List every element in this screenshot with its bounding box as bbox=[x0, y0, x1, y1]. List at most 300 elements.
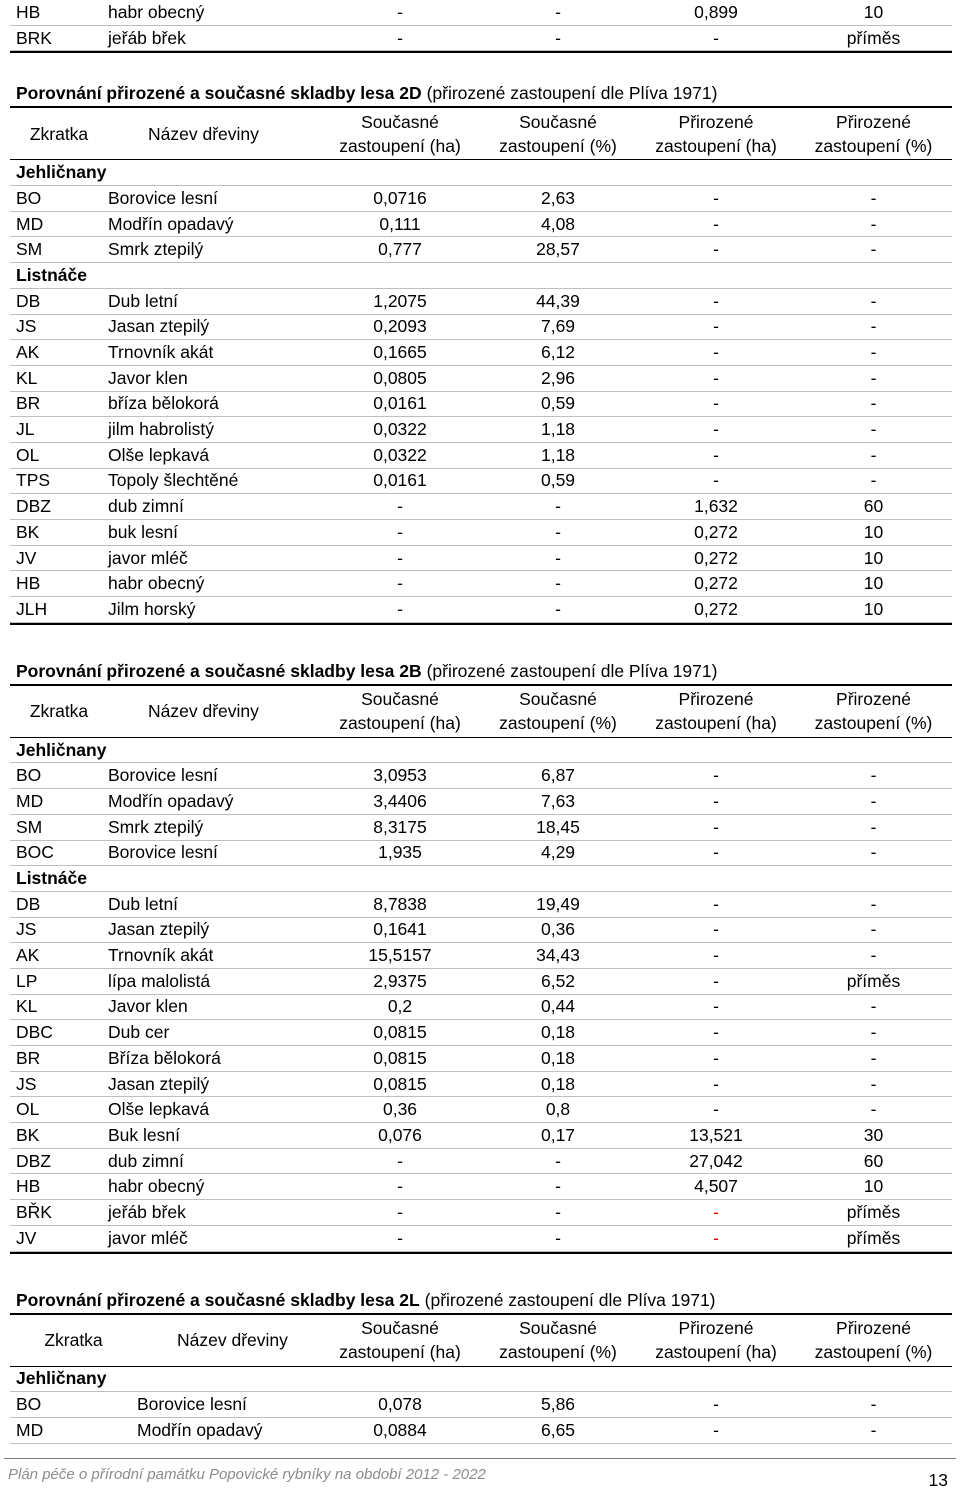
cell-prirozene-pct: příměs bbox=[846, 970, 901, 991]
cell-zkratka: BR bbox=[16, 1047, 41, 1068]
caption-bold: Porovnání přirozené a současné skladby lesa 2B bbox=[16, 660, 422, 681]
cell-nazev: jilm habrolistý bbox=[108, 419, 214, 440]
cell-zkratka: DB bbox=[16, 290, 41, 311]
cell-prirozene-ha: - bbox=[713, 342, 719, 363]
cell-soucasne-pct: 19,49 bbox=[536, 893, 580, 914]
cell-nazev: Dub letní bbox=[108, 893, 179, 914]
table-row bbox=[10, 969, 952, 995]
cell-prirozene-pct: - bbox=[870, 470, 877, 491]
cell-prirozene-pct: - bbox=[870, 342, 877, 363]
cell-nazev: Jasan ztepilý bbox=[108, 919, 210, 940]
cell-nazev: Olše lepkavá bbox=[108, 1099, 210, 1120]
table-2d-broadleaf-rows bbox=[10, 289, 952, 623]
cell-nazev: Javor klen bbox=[108, 367, 188, 388]
table-row bbox=[10, 366, 952, 392]
cell-soucasne-ha: 0,0815 bbox=[373, 1073, 427, 1094]
header-soucasne-pct: Současné zastoupení (%) bbox=[499, 1318, 617, 1362]
cell-zkratka: JL bbox=[16, 419, 35, 440]
cell-prirozene-pct: - bbox=[870, 213, 877, 234]
cell-prirozene-pct: - bbox=[870, 367, 877, 388]
cell-nazev: Jilm horský bbox=[108, 598, 196, 619]
cell-soucasne-ha: 8,3175 bbox=[373, 816, 427, 837]
table-row bbox=[10, 443, 952, 469]
cell-soucasne-ha: - bbox=[397, 1176, 403, 1197]
cell-soucasne-ha: - bbox=[397, 598, 403, 619]
table-row bbox=[10, 943, 952, 969]
footer-text: Plán péče o přírodní památku Popovické rybníky na období 2012 - 2022 bbox=[8, 1466, 486, 1483]
cell-zkratka: HB bbox=[16, 1, 41, 22]
cell-nazev: dub zimní bbox=[108, 1150, 184, 1171]
cell-soucasne-pct: 5,86 bbox=[540, 1394, 576, 1415]
cell-soucasne-ha: 0,0322 bbox=[373, 419, 427, 440]
cell-prirozene-pct: - bbox=[870, 419, 877, 440]
cell-zkratka: BR bbox=[16, 393, 41, 414]
cell-prirozene-pct: - bbox=[870, 893, 877, 914]
cell-nazev: Olše lepkavá bbox=[108, 444, 210, 465]
cell-soucasne-ha: 0,0805 bbox=[373, 367, 427, 388]
table-row bbox=[10, 1392, 952, 1418]
cell-nazev: dub zimní bbox=[108, 496, 184, 517]
cell-nazev: Dub letní bbox=[108, 290, 179, 311]
cell-soucasne-pct: 18,45 bbox=[536, 816, 580, 837]
cell-prirozene-ha: - bbox=[713, 316, 719, 337]
cell-prirozene-pct: příměs bbox=[846, 1227, 901, 1248]
cell-nazev: Modřín opadavý bbox=[108, 213, 234, 234]
group-row-conifer: Jehličnany bbox=[10, 738, 952, 764]
cell-prirozene-ha: - bbox=[713, 1047, 719, 1068]
cell-prirozene-pct: 30 bbox=[863, 1124, 884, 1145]
cell-nazev: Modřín opadavý bbox=[108, 790, 234, 811]
table-row bbox=[10, 815, 952, 841]
cell-prirozene-ha: - bbox=[713, 1099, 719, 1120]
cell-zkratka: SM bbox=[16, 239, 43, 260]
cell-nazev: Smrk ztepilý bbox=[108, 239, 204, 260]
cell-zkratka: DBC bbox=[16, 1022, 53, 1043]
cell-prirozene-pct: - bbox=[870, 1394, 877, 1415]
table-row bbox=[10, 1072, 952, 1098]
cell-nazev: bříza bělokorá bbox=[108, 393, 219, 414]
caption-bold: Porovnání přirozené a současné skladby lesa 2D bbox=[16, 83, 422, 104]
cell-prirozene-ha: - bbox=[713, 996, 719, 1017]
cell-soucasne-ha: 0,2093 bbox=[373, 316, 427, 337]
table-2b-conifer-rows bbox=[10, 763, 952, 866]
footer-divider bbox=[4, 1458, 956, 1459]
table-row bbox=[10, 392, 952, 418]
header-zkratka: Zkratka bbox=[29, 123, 89, 144]
cell-prirozene-ha: 0,272 bbox=[694, 598, 738, 619]
cell-prirozene-ha: 0,899 bbox=[694, 1, 738, 22]
cell-prirozene-pct: - bbox=[870, 187, 877, 208]
header-prirozene-ha: Přirozené zastoupení (ha) bbox=[655, 1318, 777, 1362]
table-row bbox=[10, 1226, 952, 1252]
document-page bbox=[10, 0, 952, 1444]
cell-soucasne-pct: - bbox=[555, 521, 561, 542]
table-row bbox=[10, 892, 952, 918]
group-row-broadleaf: Listnáče bbox=[10, 866, 952, 892]
cell-prirozene-pct: - bbox=[870, 316, 877, 337]
cell-prirozene-ha: - bbox=[713, 419, 719, 440]
cell-soucasne-pct: 28,57 bbox=[536, 239, 580, 260]
cell-zkratka: BRK bbox=[16, 27, 52, 48]
table-caption-2l bbox=[10, 1288, 952, 1315]
cell-prirozene-ha: - bbox=[713, 239, 719, 260]
cell-soucasne-pct: - bbox=[555, 573, 561, 594]
cell-soucasne-pct: 0,59 bbox=[540, 470, 576, 491]
cell-soucasne-pct: 0,18 bbox=[540, 1073, 576, 1094]
cell-nazev: habr obecný bbox=[108, 1, 205, 22]
cell-soucasne-ha: 0,0161 bbox=[373, 470, 427, 491]
header-prirozene-pct: Přirozené zastoupení (%) bbox=[814, 689, 933, 734]
table-row bbox=[10, 546, 952, 572]
table-header-2b bbox=[10, 686, 952, 738]
cell-soucasne-pct: 6,65 bbox=[540, 1419, 576, 1440]
header-soucasne-ha: Současné zastoupení (ha) bbox=[339, 689, 461, 734]
header-prirozene-ha: Přirozené zastoupení (ha) bbox=[655, 689, 777, 734]
cell-prirozene-ha: - bbox=[713, 1394, 719, 1415]
cell-soucasne-ha: 0,111 bbox=[379, 213, 421, 234]
cell-soucasne-pct: 0,17 bbox=[540, 1124, 576, 1145]
table-row bbox=[10, 520, 952, 546]
cell-prirozene-ha: - bbox=[713, 1227, 719, 1248]
cell-prirozene-ha: - bbox=[713, 945, 719, 966]
table-row bbox=[10, 315, 952, 341]
cell-soucasne-ha: 1,935 bbox=[378, 842, 422, 863]
cell-prirozene-pct: - bbox=[870, 1022, 877, 1043]
cell-zkratka: MD bbox=[16, 790, 44, 811]
cell-soucasne-pct: - bbox=[555, 547, 561, 568]
cell-soucasne-ha: 0,0815 bbox=[373, 1022, 427, 1043]
cell-prirozene-pct: - bbox=[870, 393, 877, 414]
table-caption-2b bbox=[10, 659, 952, 686]
cell-prirozene-pct: 60 bbox=[863, 1150, 884, 1171]
cell-soucasne-ha: 0,1665 bbox=[373, 342, 427, 363]
cell-prirozene-ha: - bbox=[713, 187, 719, 208]
cell-zkratka: KL bbox=[16, 996, 38, 1017]
cell-nazev: Borovice lesní bbox=[137, 1394, 247, 1415]
group-row-conifer: Jehličnany bbox=[10, 160, 952, 186]
cell-zkratka: MD bbox=[16, 213, 44, 234]
cell-soucasne-ha: 0,1641 bbox=[373, 919, 427, 940]
cell-nazev: jeřáb břek bbox=[108, 27, 186, 48]
table-row bbox=[10, 995, 952, 1021]
cell-soucasne-pct: 4,29 bbox=[540, 842, 576, 863]
cell-zkratka: DB bbox=[16, 893, 41, 914]
cell-prirozene-ha: 0,272 bbox=[694, 573, 738, 594]
table-row bbox=[10, 841, 952, 867]
cell-zkratka: BO bbox=[16, 1394, 42, 1415]
cell-zkratka: DBZ bbox=[16, 1150, 51, 1171]
header-soucasne-pct: Současné zastoupení (%) bbox=[499, 689, 617, 734]
cell-soucasne-ha: 0,0161 bbox=[373, 393, 427, 414]
cell-soucasne-pct: 2,96 bbox=[540, 367, 576, 388]
cell-soucasne-ha: - bbox=[397, 496, 403, 517]
cell-soucasne-pct: 6,12 bbox=[540, 342, 576, 363]
cell-prirozene-ha: - bbox=[713, 27, 719, 48]
cell-prirozene-ha: 0,272 bbox=[694, 547, 738, 568]
cell-zkratka: JS bbox=[16, 316, 37, 337]
cell-nazev: Javor klen bbox=[108, 996, 188, 1017]
table-row bbox=[10, 1020, 952, 1046]
cell-prirozene-pct: - bbox=[870, 919, 877, 940]
table-row bbox=[10, 1097, 952, 1123]
cell-soucasne-ha: 0,0884 bbox=[373, 1419, 427, 1440]
cell-prirozene-ha: 1,632 bbox=[694, 496, 738, 517]
cell-soucasne-pct: 7,63 bbox=[540, 790, 576, 811]
cell-soucasne-ha: - bbox=[397, 27, 403, 48]
cell-soucasne-ha: 2,9375 bbox=[373, 970, 427, 991]
table-row bbox=[10, 289, 952, 315]
cell-zkratka: JS bbox=[16, 1073, 37, 1094]
cell-prirozene-pct: 10 bbox=[863, 1, 884, 22]
cell-nazev: Dub cer bbox=[108, 1022, 170, 1043]
group-row-conifer: Jehličnany bbox=[10, 1367, 952, 1393]
cell-soucasne-ha: - bbox=[397, 1150, 403, 1171]
cell-zkratka: JV bbox=[16, 1227, 37, 1248]
cell-zkratka: OL bbox=[16, 1099, 40, 1120]
header-soucasne-ha: Současné zastoupení (ha) bbox=[339, 111, 461, 156]
cell-soucasne-pct: 34,43 bbox=[536, 945, 580, 966]
cell-zkratka: TPS bbox=[16, 470, 51, 491]
cell-nazev: Trnovník akát bbox=[108, 342, 214, 363]
cell-prirozene-ha: - bbox=[713, 1073, 719, 1094]
cell-prirozene-pct: - bbox=[870, 842, 877, 863]
cell-soucasne-ha: 15,5157 bbox=[368, 945, 432, 966]
header-zkratka: Zkratka bbox=[44, 1330, 103, 1350]
table-row bbox=[10, 237, 952, 263]
table-caption-2d bbox=[10, 81, 952, 108]
cell-prirozene-ha: - bbox=[713, 1201, 719, 1222]
cell-zkratka: DBZ bbox=[16, 496, 51, 517]
cell-soucasne-pct: 2,63 bbox=[540, 187, 576, 208]
cell-soucasne-ha: 0,777 bbox=[378, 239, 422, 260]
cell-prirozene-ha: 4,507 bbox=[694, 1176, 738, 1197]
cell-zkratka: AK bbox=[16, 342, 40, 363]
header-nazev: Název dřeviny bbox=[177, 1330, 288, 1350]
cell-soucasne-ha: 0,2 bbox=[387, 996, 413, 1017]
cell-soucasne-ha: 0,076 bbox=[378, 1124, 422, 1145]
cell-prirozene-pct: 10 bbox=[863, 1176, 884, 1197]
cell-zkratka: BK bbox=[16, 1124, 40, 1145]
cell-zkratka: MD bbox=[16, 1419, 44, 1440]
cell-zkratka: AK bbox=[16, 945, 40, 966]
cell-prirozene-ha: - bbox=[713, 790, 719, 811]
cell-soucasne-ha: 3,0953 bbox=[373, 765, 427, 786]
header-nazev: Název dřeviny bbox=[148, 123, 259, 144]
cell-soucasne-ha: 0,078 bbox=[378, 1394, 422, 1415]
cell-zkratka: HB bbox=[16, 1176, 41, 1197]
cell-soucasne-pct: 1,18 bbox=[540, 444, 576, 465]
table-header-2d bbox=[10, 108, 952, 160]
table-2b-broadleaf-rows bbox=[10, 892, 952, 1252]
table-row bbox=[10, 918, 952, 944]
cell-soucasne-pct: 0,36 bbox=[540, 919, 576, 940]
table-row bbox=[10, 1123, 952, 1149]
table-row bbox=[10, 469, 952, 495]
cell-soucasne-pct: 6,87 bbox=[540, 765, 576, 786]
table-row bbox=[10, 186, 952, 212]
cell-soucasne-ha: - bbox=[397, 1227, 403, 1248]
cell-nazev: Borovice lesní bbox=[108, 187, 218, 208]
cell-soucasne-ha: 1,2075 bbox=[373, 290, 427, 311]
table-row bbox=[10, 26, 952, 52]
table-row bbox=[10, 1046, 952, 1072]
cell-nazev: jeřáb břek bbox=[108, 1201, 186, 1222]
table-row bbox=[10, 1418, 952, 1444]
cell-prirozene-pct: - bbox=[870, 1047, 877, 1068]
cell-soucasne-pct: - bbox=[555, 27, 561, 48]
cell-soucasne-pct: 0,18 bbox=[540, 1047, 576, 1068]
cell-soucasne-ha: - bbox=[397, 521, 403, 542]
cell-prirozene-pct: - bbox=[870, 239, 877, 260]
cell-soucasne-pct: 7,69 bbox=[540, 316, 576, 337]
cell-zkratka: BŘK bbox=[16, 1201, 52, 1222]
cell-prirozene-ha: - bbox=[713, 970, 719, 991]
header-nazev: Název dřeviny bbox=[148, 701, 259, 722]
cell-soucasne-ha: - bbox=[397, 1201, 403, 1222]
cell-nazev: Topoly šlechtěné bbox=[108, 470, 239, 491]
cell-soucasne-ha: 3,4406 bbox=[373, 790, 427, 811]
cell-soucasne-pct: - bbox=[555, 496, 561, 517]
cell-soucasne-ha: - bbox=[397, 547, 403, 568]
cell-prirozene-pct: příměs bbox=[846, 27, 901, 48]
cell-soucasne-ha: - bbox=[397, 573, 403, 594]
cell-prirozene-ha: - bbox=[713, 816, 719, 837]
cell-zkratka: KL bbox=[16, 367, 38, 388]
cell-prirozene-ha: - bbox=[713, 1022, 719, 1043]
cell-prirozene-pct: - bbox=[870, 290, 877, 311]
cell-soucasne-pct: 1,18 bbox=[540, 419, 576, 440]
cell-nazev: habr obecný bbox=[108, 573, 205, 594]
cell-prirozene-pct: 10 bbox=[863, 598, 884, 619]
header-prirozene-pct: Přirozené zastoupení (%) bbox=[814, 111, 933, 156]
cell-prirozene-ha: - bbox=[713, 213, 719, 234]
cell-soucasne-pct: 44,39 bbox=[536, 290, 580, 311]
cell-nazev: Borovice lesní bbox=[108, 842, 218, 863]
cell-prirozene-ha: 0,272 bbox=[694, 521, 738, 542]
table-2l bbox=[10, 1288, 952, 1444]
cell-prirozene-pct: - bbox=[870, 1099, 877, 1120]
cell-soucasne-pct: 0,44 bbox=[540, 996, 576, 1017]
table-row bbox=[10, 597, 952, 623]
cell-prirozene-ha: - bbox=[713, 842, 719, 863]
table-row bbox=[10, 1149, 952, 1175]
cell-zkratka: JV bbox=[16, 547, 37, 568]
cell-soucasne-pct: 0,59 bbox=[540, 393, 576, 414]
table-2d-conifer-rows bbox=[10, 186, 952, 263]
table-row bbox=[10, 789, 952, 815]
cell-zkratka: BO bbox=[16, 765, 42, 786]
cell-prirozene-ha: - bbox=[713, 765, 719, 786]
cell-soucasne-ha: 0,0322 bbox=[373, 444, 427, 465]
cell-zkratka: BOC bbox=[16, 842, 54, 863]
cell-soucasne-pct: 0,8 bbox=[545, 1099, 571, 1120]
cell-nazev: habr obecný bbox=[108, 1176, 205, 1197]
cell-prirozene-ha: - bbox=[713, 444, 719, 465]
page-number: 13 bbox=[928, 1470, 948, 1490]
cell-prirozene-pct: - bbox=[870, 1419, 877, 1440]
cell-prirozene-pct: - bbox=[870, 1073, 877, 1094]
table-row bbox=[10, 571, 952, 597]
cell-zkratka: JLH bbox=[16, 598, 48, 619]
cell-zkratka: LP bbox=[16, 970, 38, 991]
cell-prirozene-pct: - bbox=[870, 996, 877, 1017]
table-row bbox=[10, 0, 952, 26]
cell-soucasne-pct: 4,08 bbox=[540, 213, 576, 234]
continued-table bbox=[10, 0, 952, 51]
cell-prirozene-ha: - bbox=[713, 367, 719, 388]
cell-prirozene-pct: - bbox=[870, 765, 877, 786]
table-row bbox=[10, 212, 952, 238]
table-row bbox=[10, 340, 952, 366]
cell-nazev: lípa malolistá bbox=[108, 970, 211, 991]
cell-prirozene-pct: 10 bbox=[863, 573, 884, 594]
cell-soucasne-ha: 0,36 bbox=[382, 1099, 418, 1120]
header-prirozene-pct: Přirozené zastoupení (%) bbox=[814, 1318, 933, 1362]
cell-prirozene-ha: - bbox=[713, 893, 719, 914]
cell-nazev: javor mléč bbox=[108, 1227, 188, 1248]
caption-bold: Porovnání přirozené a současné skladby lesa 2L bbox=[16, 1289, 420, 1310]
cell-prirozene-ha: - bbox=[713, 393, 719, 414]
cell-nazev: Trnovník akát bbox=[108, 945, 214, 966]
cell-soucasne-pct: - bbox=[555, 1, 561, 22]
cell-prirozene-ha: 27,042 bbox=[689, 1150, 743, 1171]
cell-zkratka: OL bbox=[16, 444, 40, 465]
cell-soucasne-pct: - bbox=[555, 1176, 561, 1197]
cell-soucasne-pct: 6,52 bbox=[540, 970, 576, 991]
cell-prirozene-pct: - bbox=[870, 790, 877, 811]
table-row bbox=[10, 417, 952, 443]
table-row bbox=[10, 1200, 952, 1226]
cell-soucasne-pct: - bbox=[555, 598, 561, 619]
cell-nazev: Buk lesní bbox=[108, 1124, 180, 1145]
table-row bbox=[10, 763, 952, 789]
cell-nazev: Jasan ztepilý bbox=[108, 1073, 210, 1094]
cell-soucasne-pct: - bbox=[555, 1150, 561, 1171]
header-soucasne-pct: Současné zastoupení (%) bbox=[499, 111, 617, 156]
table-row bbox=[10, 494, 952, 520]
cell-nazev: javor mléč bbox=[108, 547, 188, 568]
cell-zkratka: JS bbox=[16, 919, 37, 940]
cell-zkratka: BK bbox=[16, 521, 40, 542]
cell-soucasne-ha: 0,0716 bbox=[373, 187, 427, 208]
cell-prirozene-ha: - bbox=[713, 919, 719, 940]
cell-prirozene-pct: - bbox=[870, 945, 877, 966]
group-row-broadleaf: Listnáče bbox=[10, 263, 952, 289]
cell-zkratka: BO bbox=[16, 187, 42, 208]
cell-nazev: Bříza bělokorá bbox=[108, 1047, 221, 1068]
caption-rest: (přirozené zastoupení dle Plíva 1971) bbox=[424, 1289, 716, 1310]
cell-soucasne-ha: 0,0815 bbox=[373, 1047, 427, 1068]
cell-soucasne-ha: 8,7838 bbox=[373, 893, 427, 914]
cell-soucasne-pct: 0,18 bbox=[540, 1022, 576, 1043]
cell-prirozene-pct: - bbox=[870, 816, 877, 837]
cell-prirozene-ha: 13,521 bbox=[689, 1124, 743, 1145]
cell-prirozene-pct: - bbox=[870, 444, 877, 465]
cell-prirozene-ha: - bbox=[713, 1419, 719, 1440]
cell-prirozene-ha: - bbox=[713, 290, 719, 311]
cell-prirozene-ha: - bbox=[713, 470, 719, 491]
cell-prirozene-pct: příměs bbox=[846, 1201, 901, 1222]
cell-nazev: Borovice lesní bbox=[108, 765, 218, 786]
cell-zkratka: HB bbox=[16, 573, 41, 594]
cell-nazev: Jasan ztepilý bbox=[108, 316, 210, 337]
header-soucasne-ha: Současné zastoupení (ha) bbox=[339, 1318, 461, 1362]
table-header-2l bbox=[10, 1315, 952, 1367]
header-prirozene-ha: Přirozené zastoupení (ha) bbox=[655, 111, 777, 156]
cell-zkratka: SM bbox=[16, 816, 43, 837]
cell-soucasne-pct: - bbox=[555, 1201, 561, 1222]
cell-nazev: buk lesní bbox=[108, 521, 179, 542]
